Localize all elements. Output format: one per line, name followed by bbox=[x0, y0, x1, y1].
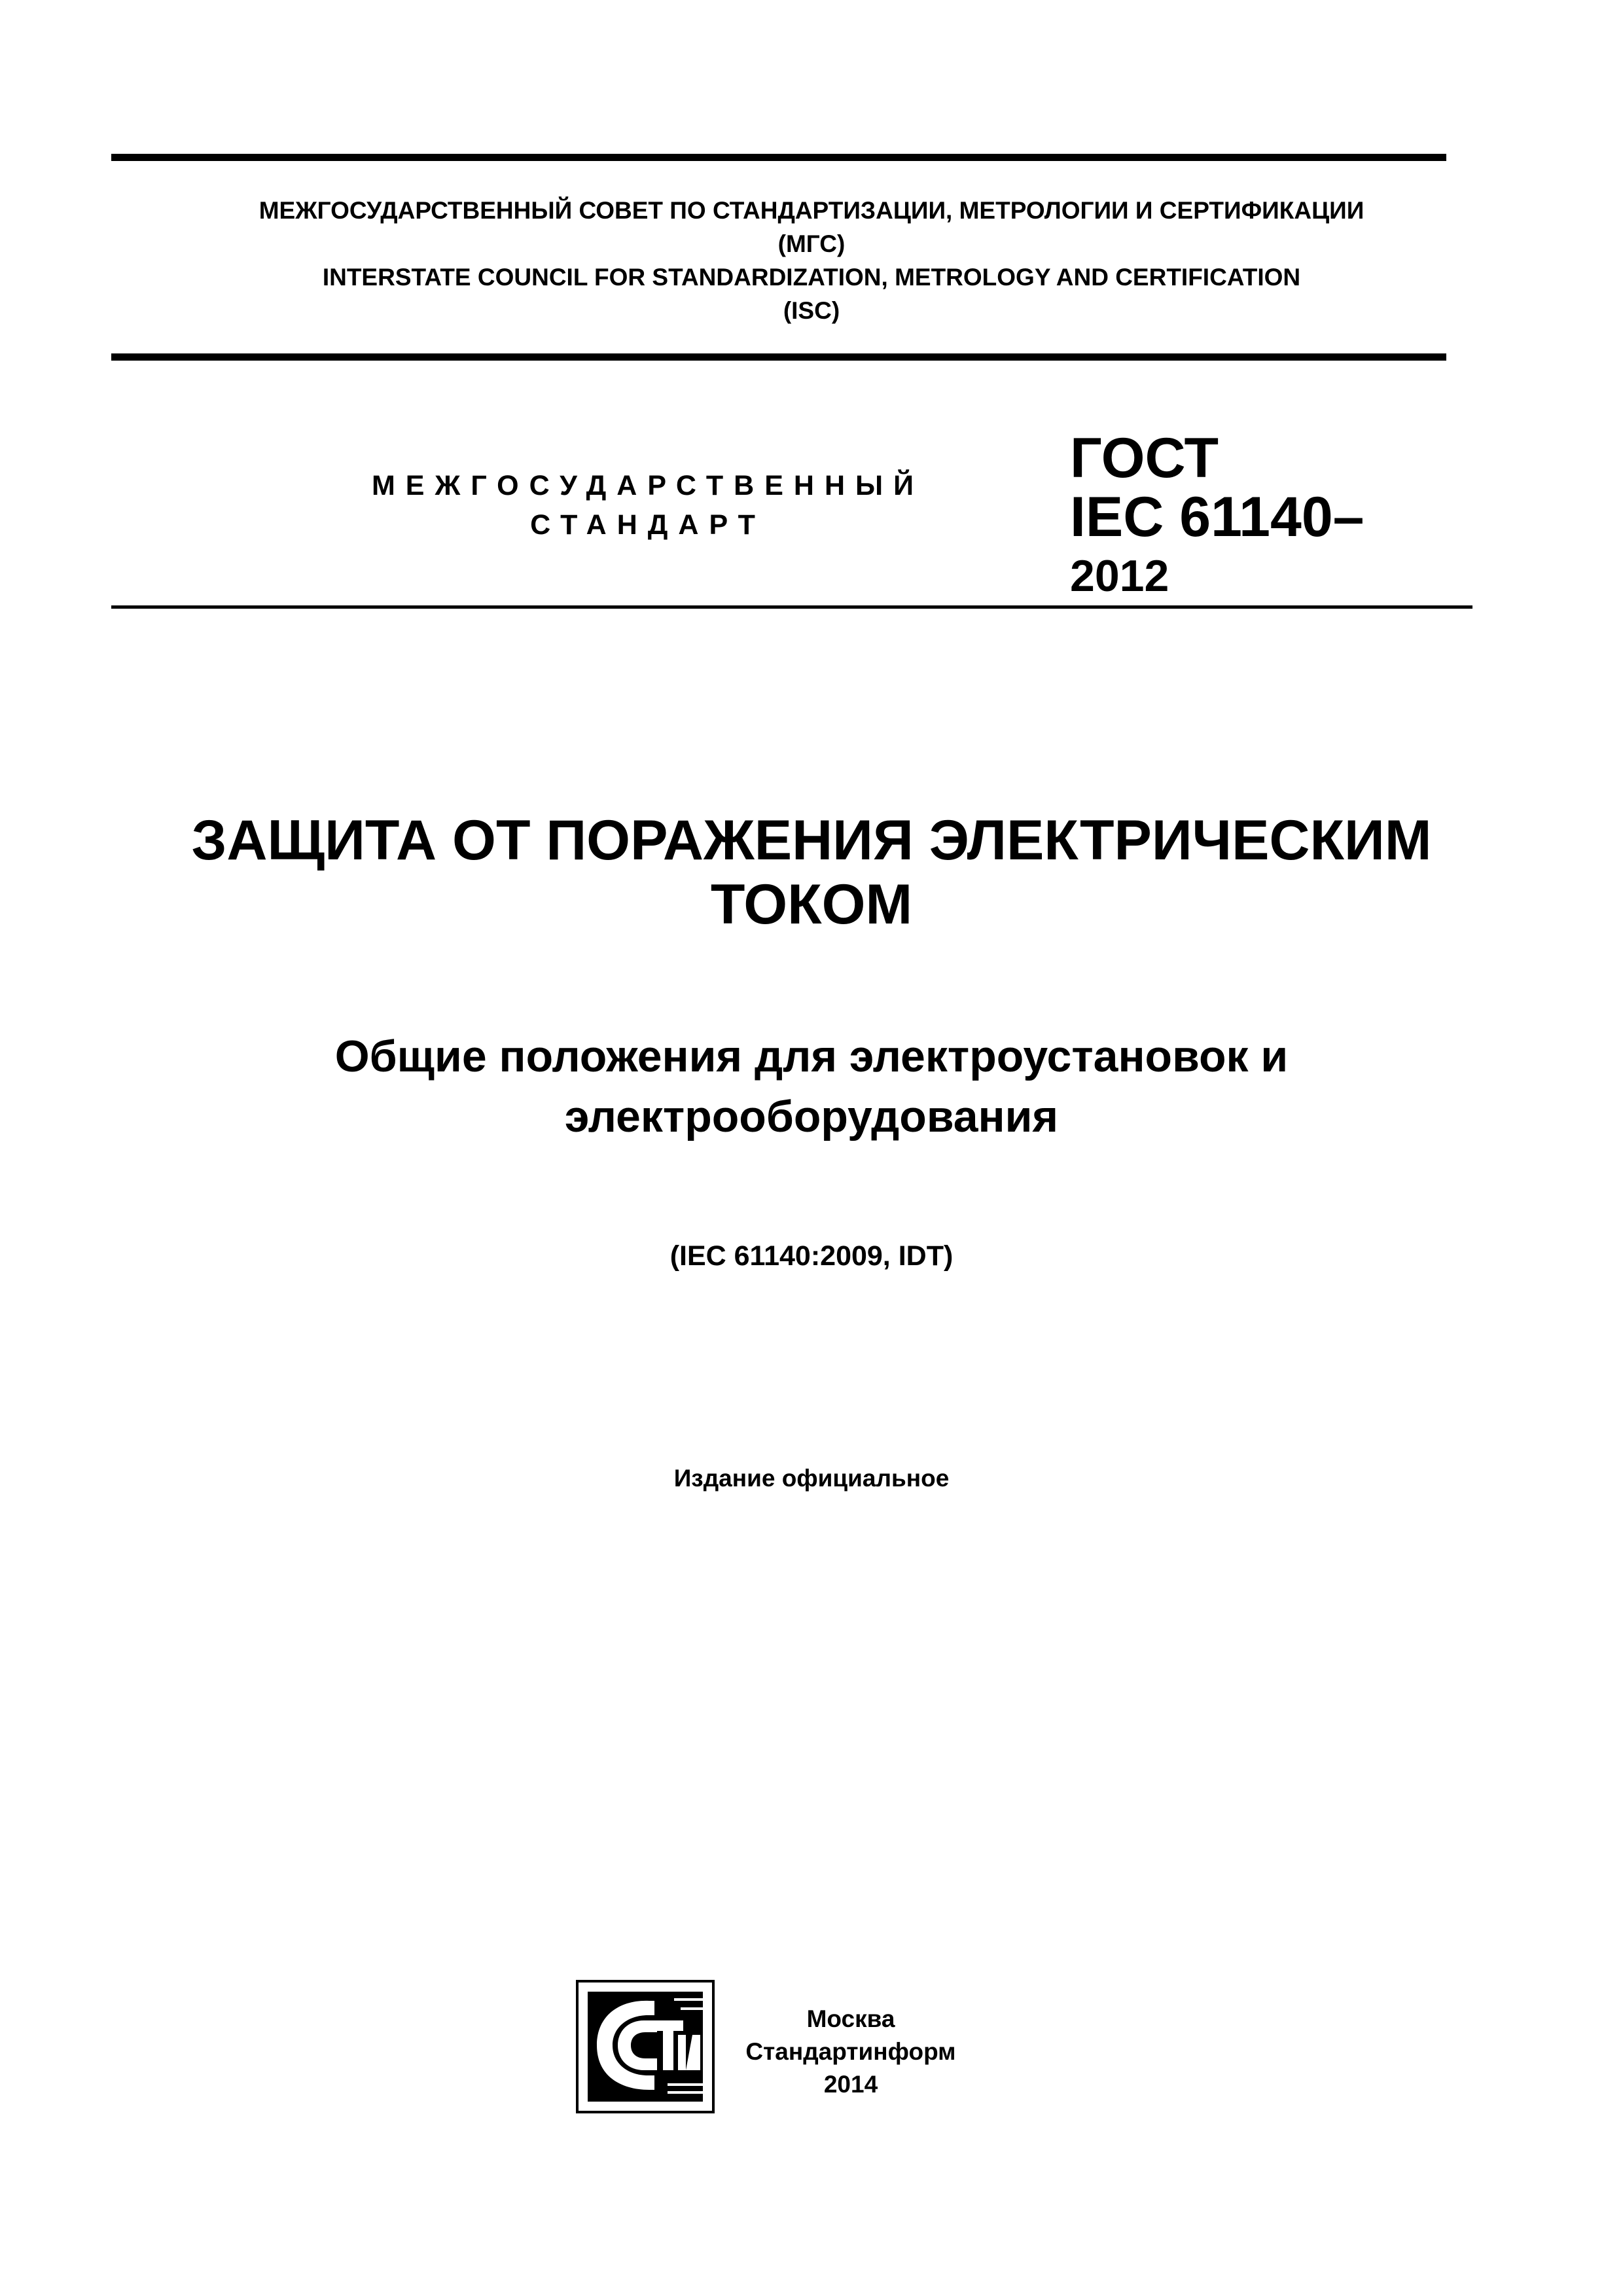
document-title bbox=[0, 808, 1623, 937]
standard-type-line2: СТАНДАРТ bbox=[530, 509, 766, 541]
iec-reference: (IEC 61140:2009, IDT) bbox=[669, 1240, 954, 1272]
publisher-year: 2014 bbox=[823, 2071, 878, 2098]
sti-publisher-logo-icon bbox=[576, 1980, 715, 2113]
publisher-info bbox=[720, 2003, 982, 2101]
standard-code-line1: ГОСТ bbox=[1070, 427, 1219, 490]
document-title-line2: ТОКОМ bbox=[710, 873, 913, 936]
document-subtitle-line1: Общие положения для электроустановок и bbox=[334, 1031, 1289, 1081]
publisher-name: Стандартинформ bbox=[745, 2038, 956, 2065]
standard-type-label bbox=[366, 466, 929, 545]
council-abbr-ru: (МГС) bbox=[777, 230, 846, 257]
header-top-rule bbox=[111, 154, 1446, 161]
standard-code bbox=[1070, 429, 1528, 605]
publisher-city: Москва bbox=[806, 2005, 895, 2032]
standard-block-rule bbox=[111, 605, 1472, 609]
document-subtitle-line2: электрооборудования bbox=[564, 1092, 1059, 1141]
standard-code-line2: IEC 61140– bbox=[1070, 486, 1364, 548]
standard-code-line3: 2012 bbox=[1070, 551, 1169, 601]
standard-type-line1: МЕЖГОСУДАРСТВЕННЫЙ bbox=[371, 470, 925, 501]
document-subtitle bbox=[0, 1026, 1623, 1147]
council-name-ru: МЕЖГОСУДАРСТВЕННЫЙ СОВЕТ ПО СТАНДАРТИЗАЦИИ, МЕТРОЛОГИИ И СЕРТИФИКАЦИИ bbox=[259, 197, 1364, 224]
council-name-en: INTERSTATE COUNCIL FOR STANDARDIZATION, METROLOGY AND CERTIFICATION bbox=[322, 264, 1301, 291]
document-title-line1: ЗАЩИТА ОТ ПОРАЖЕНИЯ ЭЛЕКТРИЧЕСКИМ bbox=[191, 809, 1432, 872]
council-abbr-en: (ISC) bbox=[783, 297, 840, 324]
header-bottom-rule bbox=[111, 353, 1446, 361]
edition-label: Издание официальное bbox=[673, 1465, 950, 1492]
council-header bbox=[0, 194, 1623, 327]
